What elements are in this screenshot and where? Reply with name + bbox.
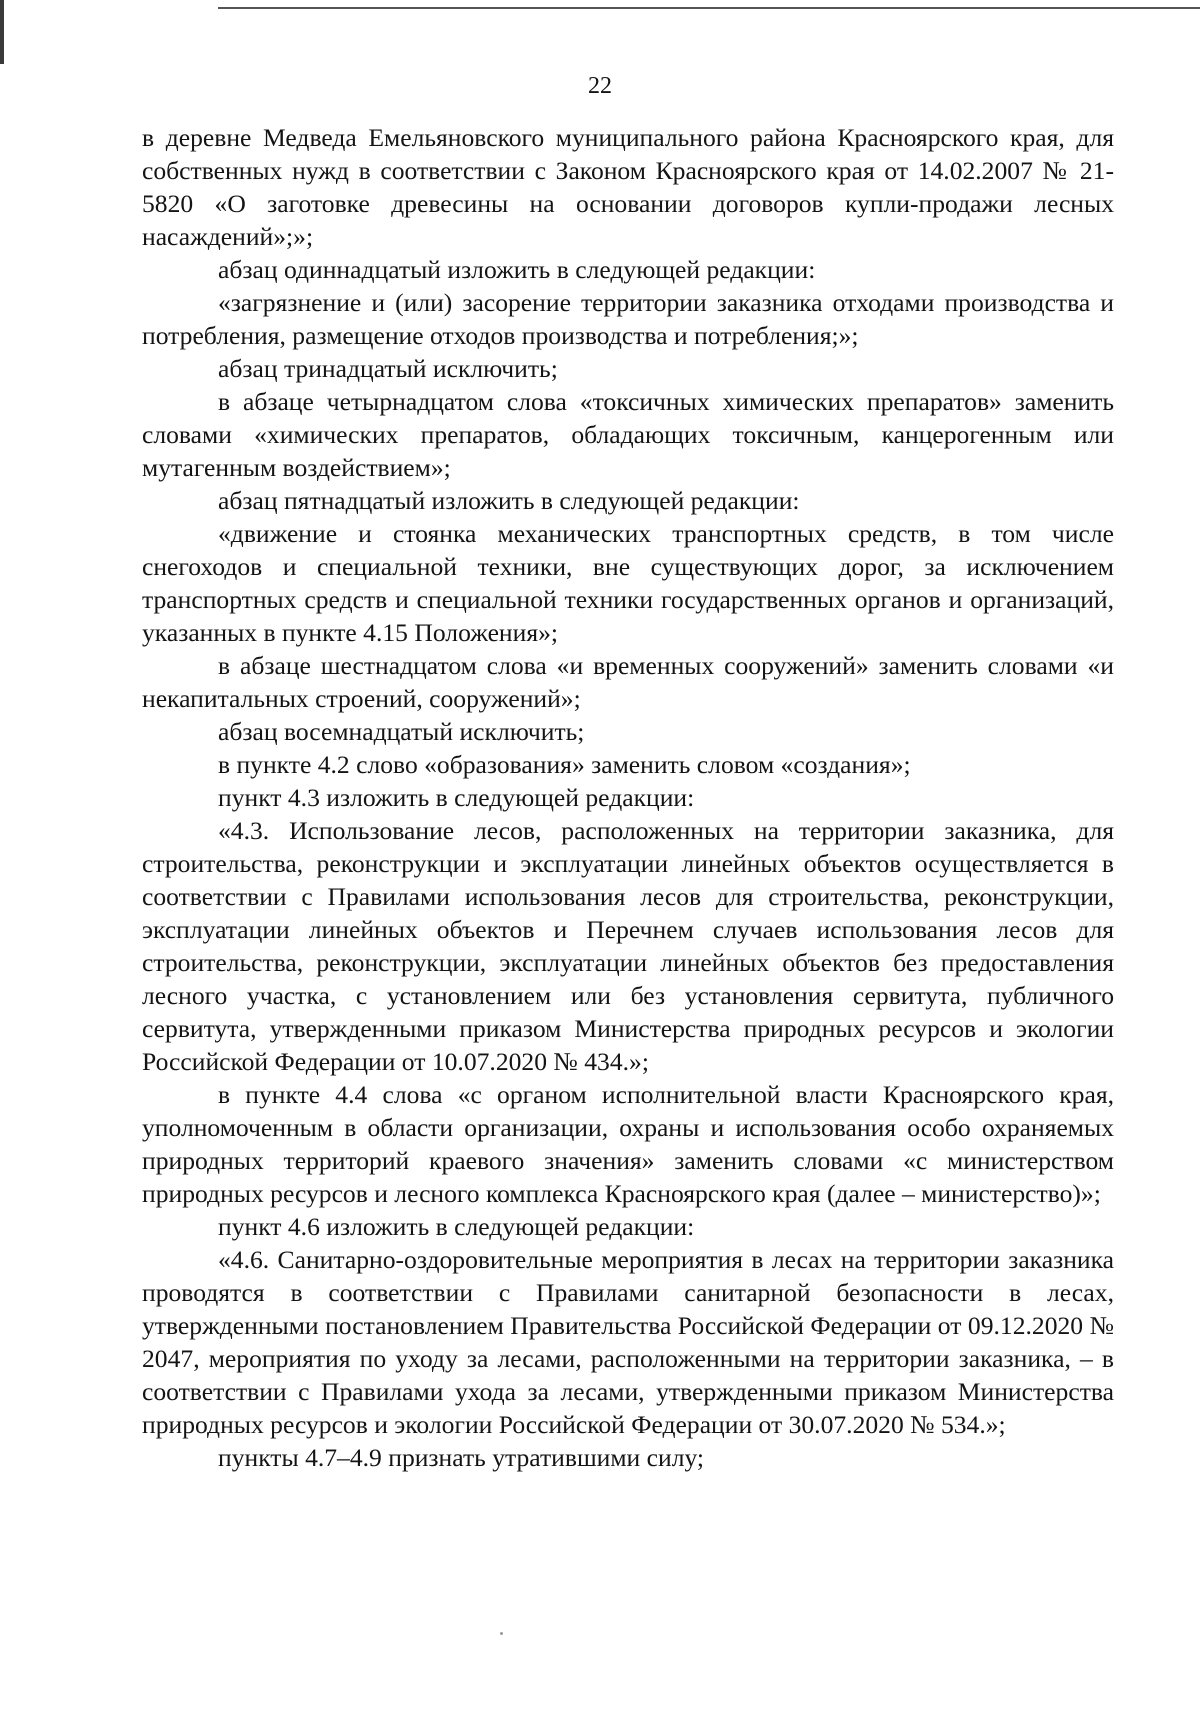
paragraph-2: абзац одиннадцатый изложить в следующей редакции: bbox=[218, 255, 816, 284]
paragraph-16: пункты 4.7–4.9 признать утратившими силу; bbox=[218, 1443, 705, 1472]
paragraph-4: абзац тринадцатый исключить; bbox=[218, 354, 558, 383]
paragraph-8: в абзаце шестнадцатом слова «и временных сооружений» заменить словами «и некапитальных строений, сооружений»; bbox=[142, 651, 1114, 713]
document-body bbox=[142, 121, 1114, 1474]
paragraph-3: «загрязнение и (или) засорение территории заказника отходами производства и потребления, размещение отходов производства и потребления;»; bbox=[142, 288, 1114, 350]
scan-speck bbox=[500, 1632, 503, 1635]
paragraph-14: пункт 4.6 изложить в следующей редакции: bbox=[218, 1212, 695, 1241]
paragraph-5: в абзаце четырнадцатом слова «токсичных химических препаратов» заменить словами «химических препаратов, обладающих токсичным, канцерогенным или мутагенным воздействием»; bbox=[142, 387, 1114, 482]
scan-left-edge bbox=[0, 0, 4, 64]
paragraph-15: «4.6. Санитарно-оздоровительные мероприятия в лесах на территории заказника проводятся в соответствии с Правилами санитарной безопасности в лесах, утвержденными постановлением Правительства Российской Федерации от 09.12.2020 № 2047, мероприятия по уходу за лесами, расположенными на территории заказника, – в соответствии с Правилами ухода за лесами, утвержденными приказом Министерства природных ресурсов и экологии Российской Федерации от 30.07.2020 № 534.»; bbox=[142, 1245, 1114, 1439]
paragraph-7: «движение и стоянка механических транспортных средств, в том числе снегоходов и специальной техники, вне существующих дорог, за исключением транспортных средств и специальной техники государственных органов и организаций, указанных в пункте 4.15 Положения»; bbox=[142, 519, 1114, 647]
paragraph-9: абзац восемнадцатый исключить; bbox=[218, 717, 585, 746]
paragraph-12: «4.3. Использование лесов, расположенных на территории заказника, для строительства, реконструкции и эксплуатации линейных объектов осуществляется в соответствии с Правилами использования лесов для строительства, реконструкции, эксплуатации линейных объектов и Перечнем случаев использования лесов для строительства, реконструкции, эксплуатации линейных объектов без предоставления лесного участка, с установлением или без установления сервитута, публичного сервитута, утвержденными приказом Министерства природных ресурсов и экологии Российской Федерации от 10.07.2020 № 434.»; bbox=[142, 816, 1114, 1076]
paragraph-11: пункт 4.3 изложить в следующей редакции: bbox=[218, 783, 695, 812]
paragraph-10: в пункте 4.2 слово «образования» заменить словом «создания»; bbox=[218, 750, 911, 779]
paragraph-13: в пункте 4.4 слова «с органом исполнительной власти Красноярского края, уполномоченным в области организации, охраны и использования особо охраняемых природных территорий краевого значения» заменить словами «с министерством природных ресурсов и лесного комплекса Красноярского края (далее – министерство)»; bbox=[142, 1080, 1114, 1208]
paragraph-1: в деревне Медведа Емельяновского муниципального района Красноярского края, для собственных нужд в соответствии с Законом Красноярского края от 14.02.2007 № 21-5820 «О заготовке древесины на основании договоров купли-продажи лесных насаждений»;»; bbox=[142, 123, 1114, 251]
page-number: 22 bbox=[588, 73, 612, 99]
scan-top-rule bbox=[218, 7, 1200, 9]
paragraph-6: абзац пятнадцатый изложить в следующей редакции: bbox=[218, 486, 800, 515]
